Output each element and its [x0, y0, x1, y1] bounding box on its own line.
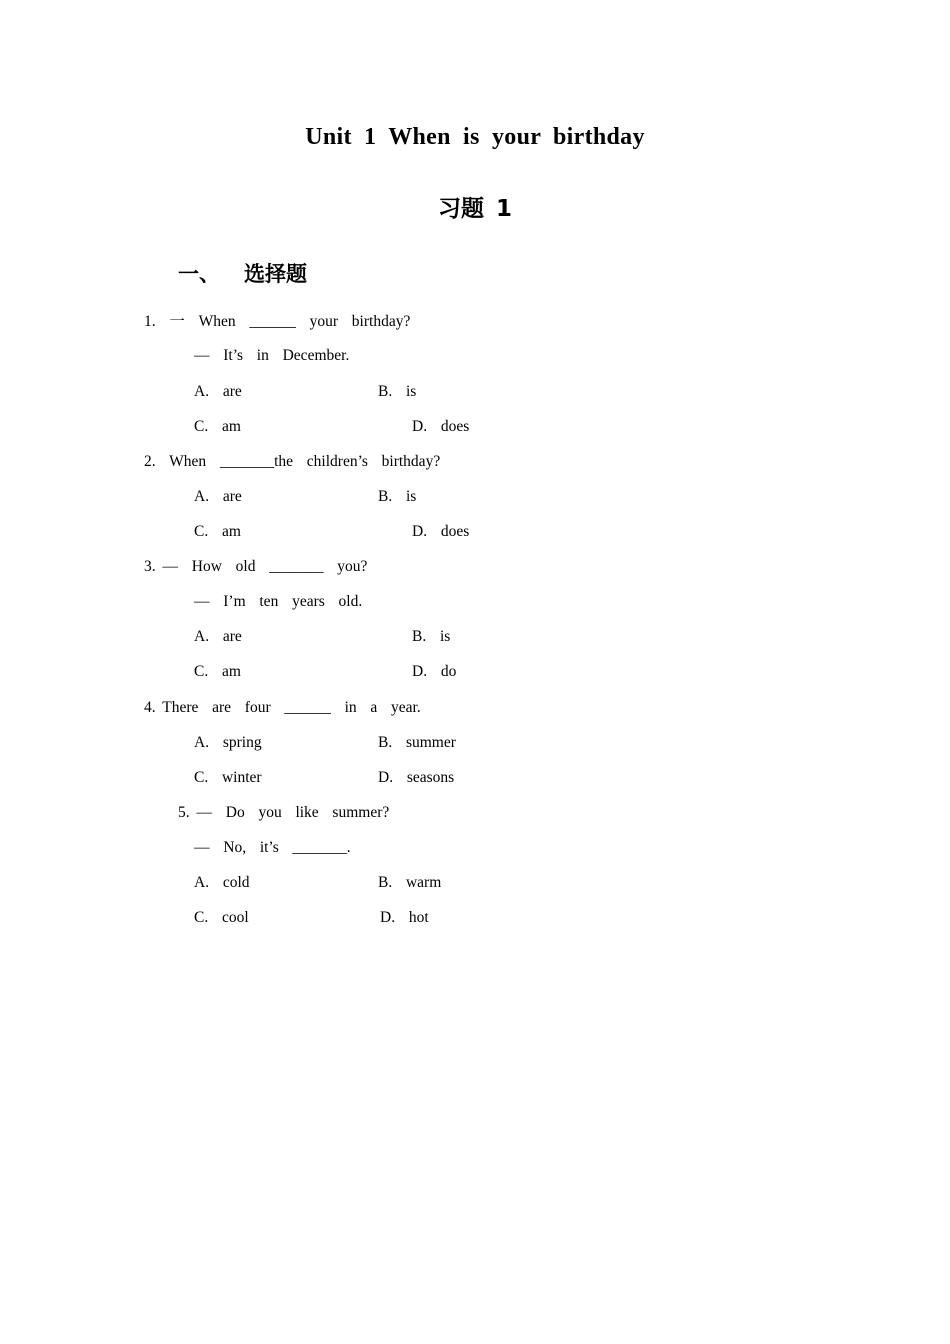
- question-3-option-a: A. are: [194, 628, 242, 645]
- section-number: 一、: [178, 262, 220, 286]
- section-heading: [178, 258, 307, 288]
- question-2-option-a: A. are: [194, 488, 242, 505]
- section-label: 选择题: [244, 262, 307, 286]
- question-1-option-b: B. is: [378, 383, 417, 400]
- question-3-option-d: D. do: [412, 663, 457, 680]
- question-3-reply: — I’m ten years old.: [194, 593, 363, 610]
- question-4-stem: 4. There are four ______ in a year.: [144, 699, 421, 716]
- question-1-option-a: A. are: [194, 383, 242, 400]
- question-1-option-c: C. am: [194, 418, 241, 435]
- question-2-option-d: D. does: [412, 523, 470, 540]
- question-4-option-c: C. winter: [194, 769, 262, 786]
- question-4-option-a: A. spring: [194, 734, 262, 751]
- question-5-reply: — No, it’s _______.: [194, 839, 351, 856]
- page-title: Unit 1 When is your birthday: [305, 124, 645, 150]
- question-1-option-d: D. does: [412, 418, 470, 435]
- question-2-option-c: C. am: [194, 523, 241, 540]
- question-5-stem: 5. — Do you like summer?: [178, 804, 390, 821]
- question-3-stem: 3. — How old _______ you?: [144, 558, 368, 575]
- question-5-option-d: D. hot: [380, 909, 429, 926]
- question-4-option-b: B. summer: [378, 734, 456, 751]
- question-2-option-b: B. is: [378, 488, 417, 505]
- question-5-option-c: C. cool: [194, 909, 249, 926]
- question-5-option-a: A. cold: [194, 874, 250, 891]
- question-1-reply: — It’s in December.: [194, 347, 350, 364]
- question-3-option-b: B. is: [412, 628, 451, 645]
- question-1-stem: 1. 一 When ______ your birthday?: [144, 313, 411, 330]
- exercise-subtitle: 习题 1: [437, 196, 512, 222]
- question-5-option-b: B. warm: [378, 874, 442, 891]
- question-4-option-d: D. seasons: [378, 769, 455, 786]
- question-3-option-c: C. am: [194, 663, 241, 680]
- question-2-stem: 2. When _______the children’s birthday?: [144, 453, 441, 470]
